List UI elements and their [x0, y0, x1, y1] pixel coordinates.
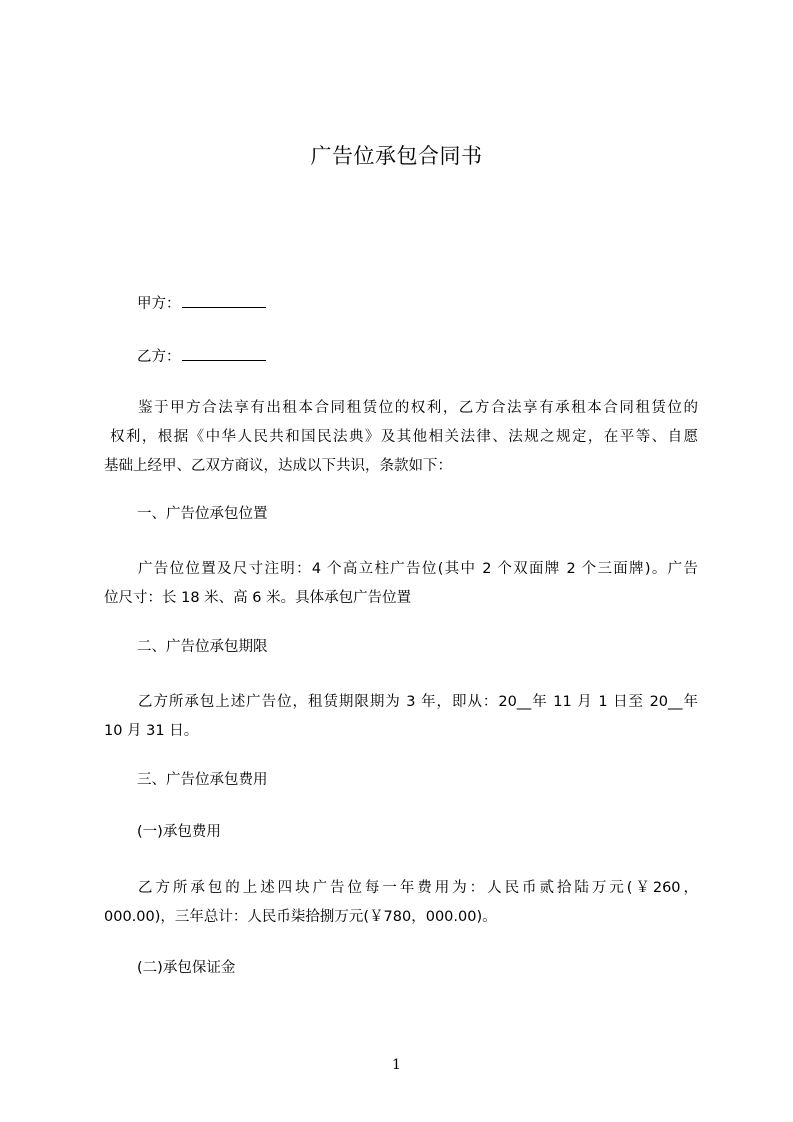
section-1-paragraph [104, 555, 698, 613]
section-3-sub-1-line-2: 000.00)，三年总计：人民币柒拾捌万元(￥780，000.00)。 [104, 909, 497, 925]
section-2-heading: 二、广告位承包期限 [137, 639, 268, 655]
party-b-label: 乙方： [137, 349, 181, 365]
section-3-sub-1-heading: (一)承包费用 [137, 824, 221, 840]
section-3-sub-2-heading: (二)承包保证金 [137, 960, 236, 976]
section-2-line-1: 乙方所承包上述广告位，租赁期限期为 3 年，即从：20__年 11 月 1 日至 20__年 [138, 694, 698, 710]
party-a-line [137, 292, 266, 315]
preamble-line-1: 鉴于甲方合法享有出租本合同租赁位的权利，乙方合法享有承租本合同租赁位的 [138, 400, 698, 416]
section-2-paragraph [104, 688, 698, 746]
section-2-line-2: 10 月 31 日。 [104, 723, 199, 739]
document-title: 广告位承包合同书 [310, 144, 483, 168]
party-b-blank[interactable] [182, 345, 266, 361]
section-1-heading: 一、广告位承包位置 [137, 506, 268, 522]
party-a-blank[interactable] [182, 292, 266, 308]
page-number: 1 [392, 1057, 401, 1073]
section-1-line-1: 广告位位置及尺寸注明：4 个高立柱广告位(其中 2 个双面牌 2 个三面牌)。广告 [138, 561, 698, 577]
preamble-line-2: 权利，根据《中华人民共和国民法典》及其他相关法律、法规之规定，在平等、自愿 [110, 429, 698, 445]
section-3-sub-1-line-1: 乙方所承包的上述四块广告位每一年费用为：人民币贰拾陆万元(￥260， [138, 880, 698, 896]
section-3-heading: 三、广告位承包费用 [137, 772, 268, 788]
party-a-label: 甲方： [137, 296, 181, 312]
section-1-line-2: 位尺寸：长 18 米、高 6 米。具体承包广告位置 [104, 590, 412, 606]
preamble-paragraph [104, 394, 698, 481]
party-b-line [137, 345, 266, 368]
preamble-line-3: 基础上经甲、乙双方商议，达成以下共识，条款如下： [104, 458, 452, 474]
section-3-sub-1-paragraph [104, 874, 698, 932]
